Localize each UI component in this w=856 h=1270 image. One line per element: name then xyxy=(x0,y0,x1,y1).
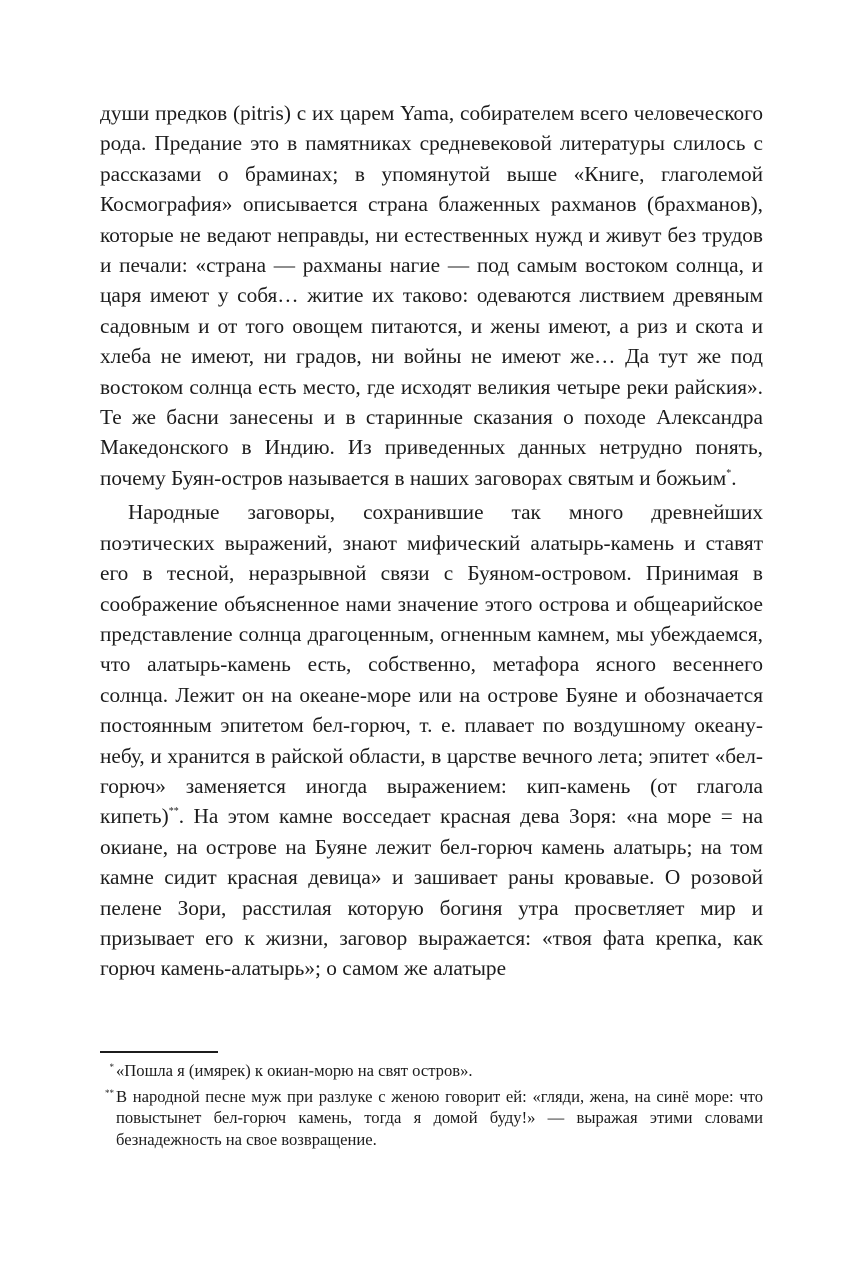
footnote-2-mark: ** xyxy=(105,1087,114,1098)
paragraph-1 xyxy=(100,98,763,493)
footnote-ref-2[interactable]: ** xyxy=(168,806,179,818)
footnote-1 xyxy=(100,1060,763,1082)
paragraph-1-text: души предков (pitris) с их царем Yama, собирателем всего человеческого рода. Предание это в памятниках средневековой литературы слилось с рассказами о браминах; в упомянутой выше «Книге, глаголемой Космография» описывается страна блаженных рахманов (брахманов), которые не ведают неправды, ни естественных нужд и живут без трудов и печали: «страна — рахманы нагие — под самым востоком солнца, и царя имеют у собя… житие их таково: одеваются листвием древяным садовным и от того овощем питаются, и жены имеют, а риз и скота и хлеба не имеют, ни градов, ни войны не имеют же… Да тут же под востоком солнца есть место, где исходят великия четыре реки райския». Те же басни занесены и в старинные сказания о походе Александра Македонского в Индию. Из приведенных данных нетрудно понять, почему Буян-остров называется в наших заговорах святым и божьим xyxy=(100,101,763,490)
paragraph-1-tail: . xyxy=(731,465,737,490)
paragraph-2-text: Народные заговоры, сохранившие так много древнейших поэтических выражений, знают мифический алатырь-камень и ставят его в тесной, неразрывной связи с Буяном-островом. Принимая в соображение объясненное нами значение этого острова и общеарийское представление солнца драгоценным, огненным камнем, мы убеждаемся, что алатырь-камень есть, собственно, метафора ясного весеннего солнца. Лежит он на океане-море или на острове Буяне и обозначается постоянным эпитетом бел-горюч, т. е. плавает по воздушному океану-небу, и хранится в райской области, в царстве вечного лета; эпитет «бел-горюч» заменяется иногда выражением: кип-камень (от глагола кипеть) xyxy=(100,500,763,829)
footnote-2 xyxy=(100,1086,763,1151)
page-body xyxy=(100,98,763,984)
footnote-ref-1[interactable]: * xyxy=(726,467,732,479)
footnotes xyxy=(100,1060,763,1154)
footnote-1-text: «Пошла я (имярек) к окиан-морю на свят остров». xyxy=(116,1061,473,1080)
paragraph-2 xyxy=(100,497,763,984)
main-text xyxy=(100,98,763,984)
footnote-divider xyxy=(100,1051,218,1053)
paragraph-2-tail: . На этом камне восседает красная дева Зоря: «на море = на окиане, на острове на Буяне лежит бел-горюч камень алатырь; на том камне сидит красная девица» и зашивает раны кровавые. О розовой пелене Зори, расстилая которую богиня утра просветляет мир и призывает его к жизни, заговор выражается: «твоя фата крепка, как горюч камень-алатырь»; о самом же алатыре xyxy=(100,804,763,981)
footnote-1-mark: * xyxy=(109,1062,114,1072)
footnote-2-text: В народной песне муж при разлуке с женою говорит ей: «гляди, жена, на синё море: что повыстынет бел-горюч камень, тогда я домой буду!» — выражая этими словами безнадежность на свое возвращение. xyxy=(116,1086,763,1149)
